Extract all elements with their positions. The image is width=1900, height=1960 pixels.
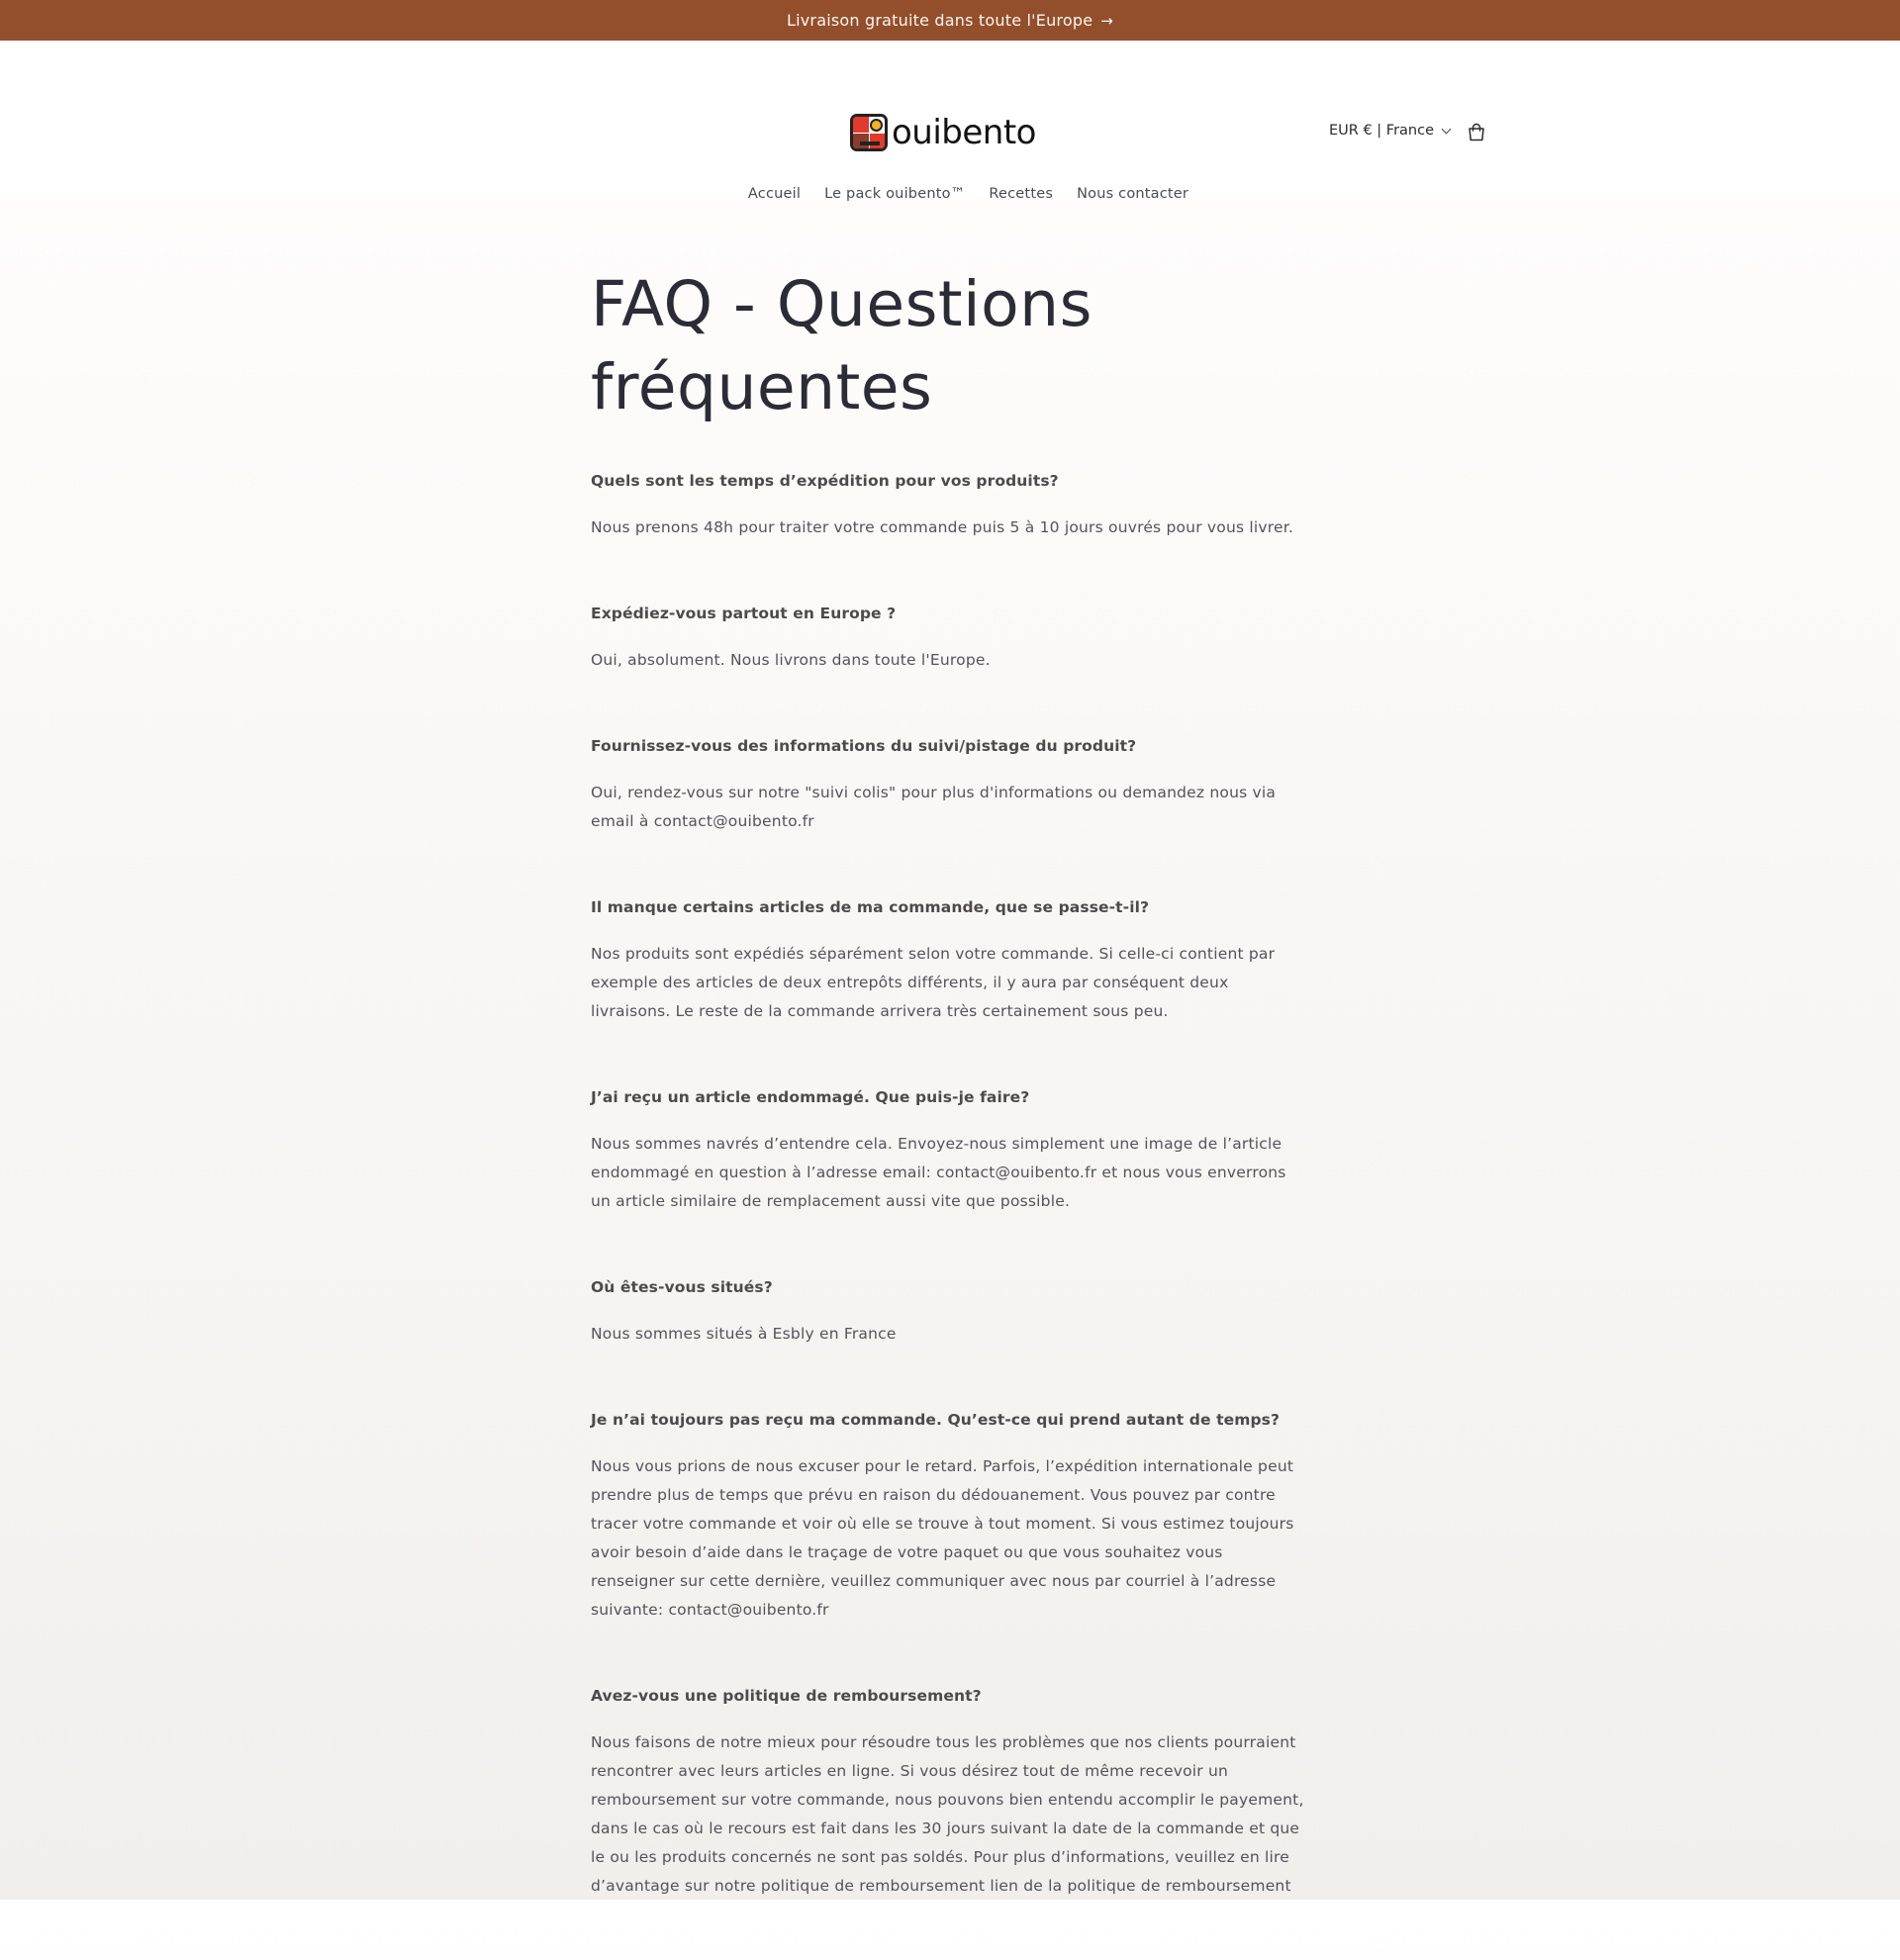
- cart-icon[interactable]: [1466, 122, 1487, 143]
- faq-item: [591, 469, 1308, 542]
- faq-question: Quels sont les temps d’expédition pour vos produits?: [591, 472, 1059, 490]
- main-navigation: [0, 186, 1900, 202]
- faq-item: [591, 734, 1308, 836]
- faq-answer: Nous prenons 48h pour traiter votre commande puis 5 à 10 jours ouvrés pour vous livrer.: [591, 518, 1294, 536]
- page-title: FAQ - Questions fréquentes: [591, 268, 1092, 423]
- nav-item-pack-ouibento[interactable]: Le pack ouibento™: [824, 186, 966, 202]
- locale-label: EUR € | France: [1329, 123, 1435, 139]
- site-header: [0, 41, 1900, 202]
- chevron-down-icon: [1442, 124, 1452, 134]
- bento-box-icon: [850, 114, 888, 151]
- faq-content: [591, 263, 1308, 1960]
- faq-question: Où êtes-vous situés?: [591, 1278, 773, 1296]
- faq-question: J’ai reçu un article endommagé. Que puis-je faire?: [591, 1088, 1030, 1106]
- logo-wordmark: ouibento: [892, 113, 1036, 152]
- faq-answer: Oui, absolument. Nous livrons dans toute l'Europe.: [591, 651, 991, 669]
- currency-country-selector[interactable]: [1329, 123, 1450, 139]
- nav-item-recettes[interactable]: Recettes: [989, 186, 1054, 202]
- announcement-text: Livraison gratuite dans toute l'Europe: [786, 11, 1093, 30]
- faq-answer: Oui, rendez-vous sur notre "suivi colis" pour plus d'informations ou demandez nous via email à contact@ouibento.fr: [591, 784, 1277, 830]
- faq-item: [591, 602, 1308, 675]
- faq-answer: Nous sommes navrés d’entendre cela. Envoyez-nous simplement une image de l’article endommagé en question à l’adresse email: contact@ouibento.fr et nous vous enverrons un article similaire de remplacement aussi vite que possible.: [591, 1135, 1286, 1210]
- faq-answer: Nous vous prions de nous excuser pour le retard. Parfois, l’expédition internationale peut prendre plus de temps que prévu en raison du dédouanement. Vous pouvez par contre tracer votre commande et voir où elle se trouve à tout moment. Si vous estimez toujours avoir besoin d’aide dans le traçage de votre paquet ou que vous souhaitez vous renseigner sur cette dernière, veuillez communiquer avec nous par courriel à l’adresse suivante: contact@ouibento.fr: [591, 1457, 1294, 1619]
- faq-question: Fournissez-vous des informations du suivi/pistage du produit?: [591, 737, 1137, 755]
- faq-item: [591, 1085, 1308, 1216]
- faq-answer: Nous sommes situés à Esbly en France: [591, 1325, 897, 1343]
- faq-question: Je n’ai toujours pas reçu ma commande. Qu’est-ce qui prend autant de temps?: [591, 1411, 1281, 1429]
- nav-item-nous-contacter[interactable]: Nous contacter: [1077, 186, 1189, 202]
- faq-item: [591, 895, 1308, 1026]
- faq-question: Il manque certains articles de ma commande, que se passe-t-il?: [591, 898, 1150, 916]
- faq-item: [591, 1408, 1308, 1625]
- faq-answer: Nous faisons de notre mieux pour résoudre tous les problèmes que nos clients pourraient rencontrer avec leurs articles en ligne. Si vous désirez tout de même recevoir un remboursement sur votre commande, nous pouvons bien entendu accomplir le payement, dans le cas où le recours est fait dans les 30 jours suivant la date de la commande et que le ou les produits concernés ne sont pas soldés. Pour plus d’informations, veuillez en lire d’avantage sur notre politique de remboursement lien de la politique de remboursement: [591, 1733, 1304, 1895]
- arrow-right-icon: →: [1100, 11, 1114, 30]
- site-logo[interactable]: [850, 114, 1036, 151]
- announcement-bar[interactable]: [0, 0, 1900, 41]
- faq-question: Avez-vous une politique de remboursement?: [591, 1687, 982, 1705]
- faq-question: Expédiez-vous partout en Europe ?: [591, 605, 897, 622]
- faq-item: [591, 1275, 1308, 1349]
- faq-item: [591, 1684, 1308, 1901]
- nav-item-accueil[interactable]: Accueil: [747, 186, 802, 202]
- faq-answer: Nos produits sont expédiés séparément selon votre commande. Si celle-ci contient par exemple des articles de deux entrepôts différents, il y aura par conséquent deux livraisons. Le reste de la commande arrivera très certainement sous peu.: [591, 945, 1276, 1020]
